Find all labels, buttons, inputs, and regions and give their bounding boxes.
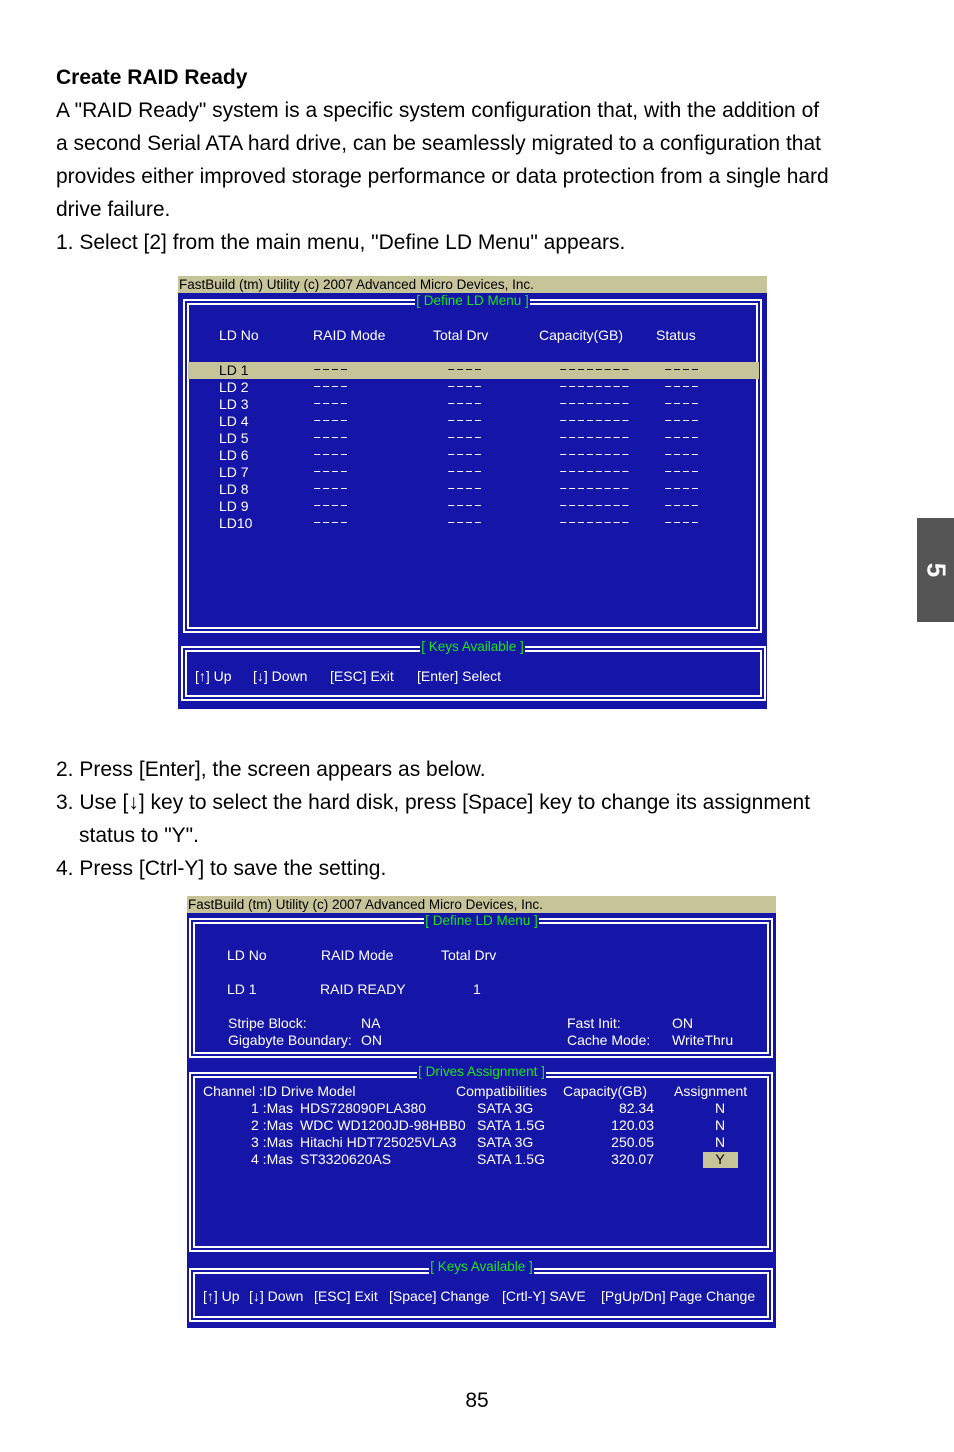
- ld-status: ––––: [664, 515, 700, 531]
- col-header-raid-mode: RAID Mode: [321, 947, 394, 963]
- gigabyte-boundary-value[interactable]: ON: [361, 1032, 382, 1048]
- ld-number: LD 7: [219, 464, 249, 480]
- section-heading: Create RAID Ready: [56, 66, 248, 89]
- step-4: 4. Press [Ctrl-Y] to save the setting.: [56, 857, 387, 880]
- drive-assignment[interactable]: N: [714, 1134, 726, 1150]
- drive-compatibility: SATA 3G: [477, 1134, 534, 1150]
- drive-model: HDS728090PLA380: [300, 1100, 427, 1116]
- ld-capacity: ––––––––: [559, 464, 631, 480]
- ld-number: LD 1: [219, 362, 249, 378]
- ld-raid-mode: RAID READY: [320, 981, 406, 997]
- ld-status: ––––: [664, 379, 700, 395]
- fast-init-label: Fast Init:: [567, 1015, 621, 1031]
- ld-raid-mode: ––––: [313, 379, 349, 395]
- ld-number: LD 6: [219, 447, 249, 463]
- ld-raid-mode: ––––: [313, 430, 349, 446]
- ld-capacity: ––––––––: [559, 362, 631, 378]
- col-header-capacity: Capacity(GB): [563, 1083, 648, 1099]
- step-3-cont: status to "Y".: [79, 824, 199, 847]
- col-header-ld-no: LD No: [219, 327, 259, 343]
- define-ld-legend: [ Define LD Menu ]: [416, 293, 529, 308]
- drive-channel: 4 :Mas: [251, 1151, 294, 1167]
- ld-raid-mode: ––––: [313, 515, 349, 531]
- cache-mode-value[interactable]: WriteThru: [672, 1032, 734, 1048]
- col-header-total-drv: Total Drv: [433, 327, 489, 343]
- ld-status: ––––: [664, 498, 700, 514]
- ld-status: ––––: [664, 362, 700, 378]
- ld-raid-mode: ––––: [313, 362, 349, 378]
- col-header-total-drv: Total Drv: [441, 947, 497, 963]
- col-header-channel-id-model: Channel :ID Drive Model: [203, 1083, 356, 1099]
- col-header-status: Status: [656, 327, 696, 343]
- drive-channel: 1 :Mas: [251, 1100, 294, 1116]
- ld-total-drv: ––––: [447, 515, 483, 531]
- drive-model: Hitachi HDT725025VLA3: [300, 1134, 457, 1150]
- ld-status: ––––: [664, 481, 700, 497]
- ld-number: LD 1: [227, 981, 257, 997]
- cache-mode-label: Cache Mode:: [567, 1032, 651, 1048]
- step-1: 1. Select [2] from the main menu, "Define LD Menu" appears.: [56, 231, 626, 254]
- define-ld-legend: [ Define LD Menu ]: [425, 913, 538, 928]
- step-3: 3. Use [↓] key to select the hard disk, press [Space] key to change its assignment: [56, 791, 811, 814]
- drive-capacity: 250.05: [611, 1134, 654, 1150]
- ld-capacity: ––––––––: [559, 498, 631, 514]
- key-enter-select: [Enter] Select: [417, 668, 502, 684]
- key-up: [↑] Up: [203, 1288, 240, 1304]
- bios-screen-drives-assignment: [187, 896, 776, 1328]
- ld-capacity: ––––––––: [559, 379, 631, 395]
- fast-init-value[interactable]: ON: [672, 1015, 693, 1031]
- col-header-capacity: Capacity(GB): [539, 327, 624, 343]
- stripe-block-value[interactable]: NA: [361, 1015, 381, 1031]
- ld-capacity: ––––––––: [559, 396, 631, 412]
- col-header-assignment: Assignment: [674, 1083, 748, 1099]
- drive-model: WDC WD1200JD-98HBB0: [300, 1117, 466, 1133]
- stripe-block-label: Stripe Block:: [228, 1015, 307, 1031]
- ld-status: ––––: [664, 396, 700, 412]
- drive-capacity: 320.07: [611, 1151, 654, 1167]
- key-down: [↓] Down: [253, 668, 308, 684]
- drives-assignment-legend: [ Drives Assignment ]: [418, 1064, 545, 1079]
- ld-capacity: ––––––––: [559, 481, 631, 497]
- intro-line-2: a second Serial ATA hard drive, can be seamlessly migrated to a configuration that: [56, 132, 821, 155]
- utility-title-bar: FastBuild (tm) Utility (c) 2007 Advanced Micro Devices, Inc.: [178, 276, 767, 293]
- drive-compatibility: SATA 1.5G: [477, 1117, 545, 1133]
- ld-capacity: ––––––––: [559, 430, 631, 446]
- ld-status: ––––: [664, 413, 700, 429]
- utility-title-bar: FastBuild (tm) Utility (c) 2007 Advanced Micro Devices, Inc.: [187, 896, 776, 913]
- gigabyte-boundary-label: Gigabyte Boundary:: [228, 1032, 352, 1048]
- step-2: 2. Press [Enter], the screen appears as below.: [56, 758, 486, 781]
- key-ctrl-y-save: [Crtl-Y] SAVE: [502, 1288, 586, 1304]
- drive-capacity: 82.34: [618, 1100, 654, 1116]
- key-space-change: [Space] Change: [389, 1288, 490, 1304]
- drive-assignment[interactable]: Y: [715, 1151, 725, 1167]
- ld-raid-mode: ––––: [313, 413, 349, 429]
- keys-legend: [ Keys Available ]: [430, 1259, 533, 1274]
- ld-raid-mode: ––––: [313, 498, 349, 514]
- chapter-tab: 5: [917, 518, 954, 622]
- ld-total-drv: ––––: [447, 481, 483, 497]
- ld-total-drv: ––––: [447, 396, 483, 412]
- drive-compatibility: SATA 1.5G: [477, 1151, 545, 1167]
- intro-line-4: drive failure.: [56, 198, 171, 221]
- ld-status: ––––: [664, 430, 700, 446]
- bios-screen-define-ld: [178, 276, 767, 709]
- ld-capacity: ––––––––: [559, 447, 631, 463]
- ld-raid-mode: ––––: [313, 481, 349, 497]
- col-header-compatibilities: Compatibilities: [456, 1083, 548, 1099]
- ld-total-drv: ––––: [447, 379, 483, 395]
- ld-capacity: ––––––––: [559, 515, 631, 531]
- key-up: [↑] Up: [195, 668, 232, 684]
- ld-number: LD 3: [219, 396, 249, 412]
- intro-line-3: provides either improved storage performance or data protection from a single hard: [56, 165, 829, 188]
- drive-compatibility: SATA 3G: [477, 1100, 534, 1116]
- drive-model: ST3320620AS: [300, 1151, 392, 1167]
- col-header-ld-no: LD No: [227, 947, 267, 963]
- key-esc-exit: [ESC] Exit: [330, 668, 394, 684]
- page-number: 85: [465, 1389, 489, 1412]
- keys-legend: [ Keys Available ]: [421, 639, 524, 654]
- ld-raid-mode: ––––: [313, 447, 349, 463]
- ld-number: LD 9: [219, 498, 249, 514]
- ld-number: LD 8: [219, 481, 249, 497]
- drive-channel: 2 :Mas: [251, 1117, 294, 1133]
- drive-assignment[interactable]: N: [714, 1117, 726, 1133]
- ld-number: LD 2: [219, 379, 249, 395]
- ld-total-drv: ––––: [447, 498, 483, 514]
- drive-capacity: 120.03: [611, 1117, 654, 1133]
- ld-total-drv: ––––: [447, 413, 483, 429]
- drive-assignment[interactable]: N: [714, 1100, 726, 1116]
- col-header-raid-mode: RAID Mode: [313, 327, 386, 343]
- intro-line-1: A "RAID Ready" system is a specific system configuration that, with the addition of: [56, 99, 820, 122]
- ld-total-drv: 1: [473, 981, 481, 997]
- ld-total-drv: ––––: [447, 430, 483, 446]
- key-down: [↓] Down: [249, 1288, 304, 1304]
- ld-raid-mode: ––––: [313, 396, 349, 412]
- ld-capacity: ––––––––: [559, 413, 631, 429]
- drive-channel: 3 :Mas: [251, 1134, 294, 1150]
- key-esc-exit: [ESC] Exit: [314, 1288, 378, 1304]
- ld-raid-mode: ––––: [313, 464, 349, 480]
- ld-number: LD 5: [219, 430, 249, 446]
- ld-total-drv: ––––: [447, 362, 483, 378]
- ld-number: LD 4: [219, 413, 249, 429]
- ld-status: ––––: [664, 447, 700, 463]
- ld-total-drv: ––––: [447, 464, 483, 480]
- ld-number: LD10: [219, 515, 253, 531]
- ld-total-drv: ––––: [447, 447, 483, 463]
- ld-status: ––––: [664, 464, 700, 480]
- key-page-change: [PgUp/Dn] Page Change: [601, 1288, 756, 1304]
